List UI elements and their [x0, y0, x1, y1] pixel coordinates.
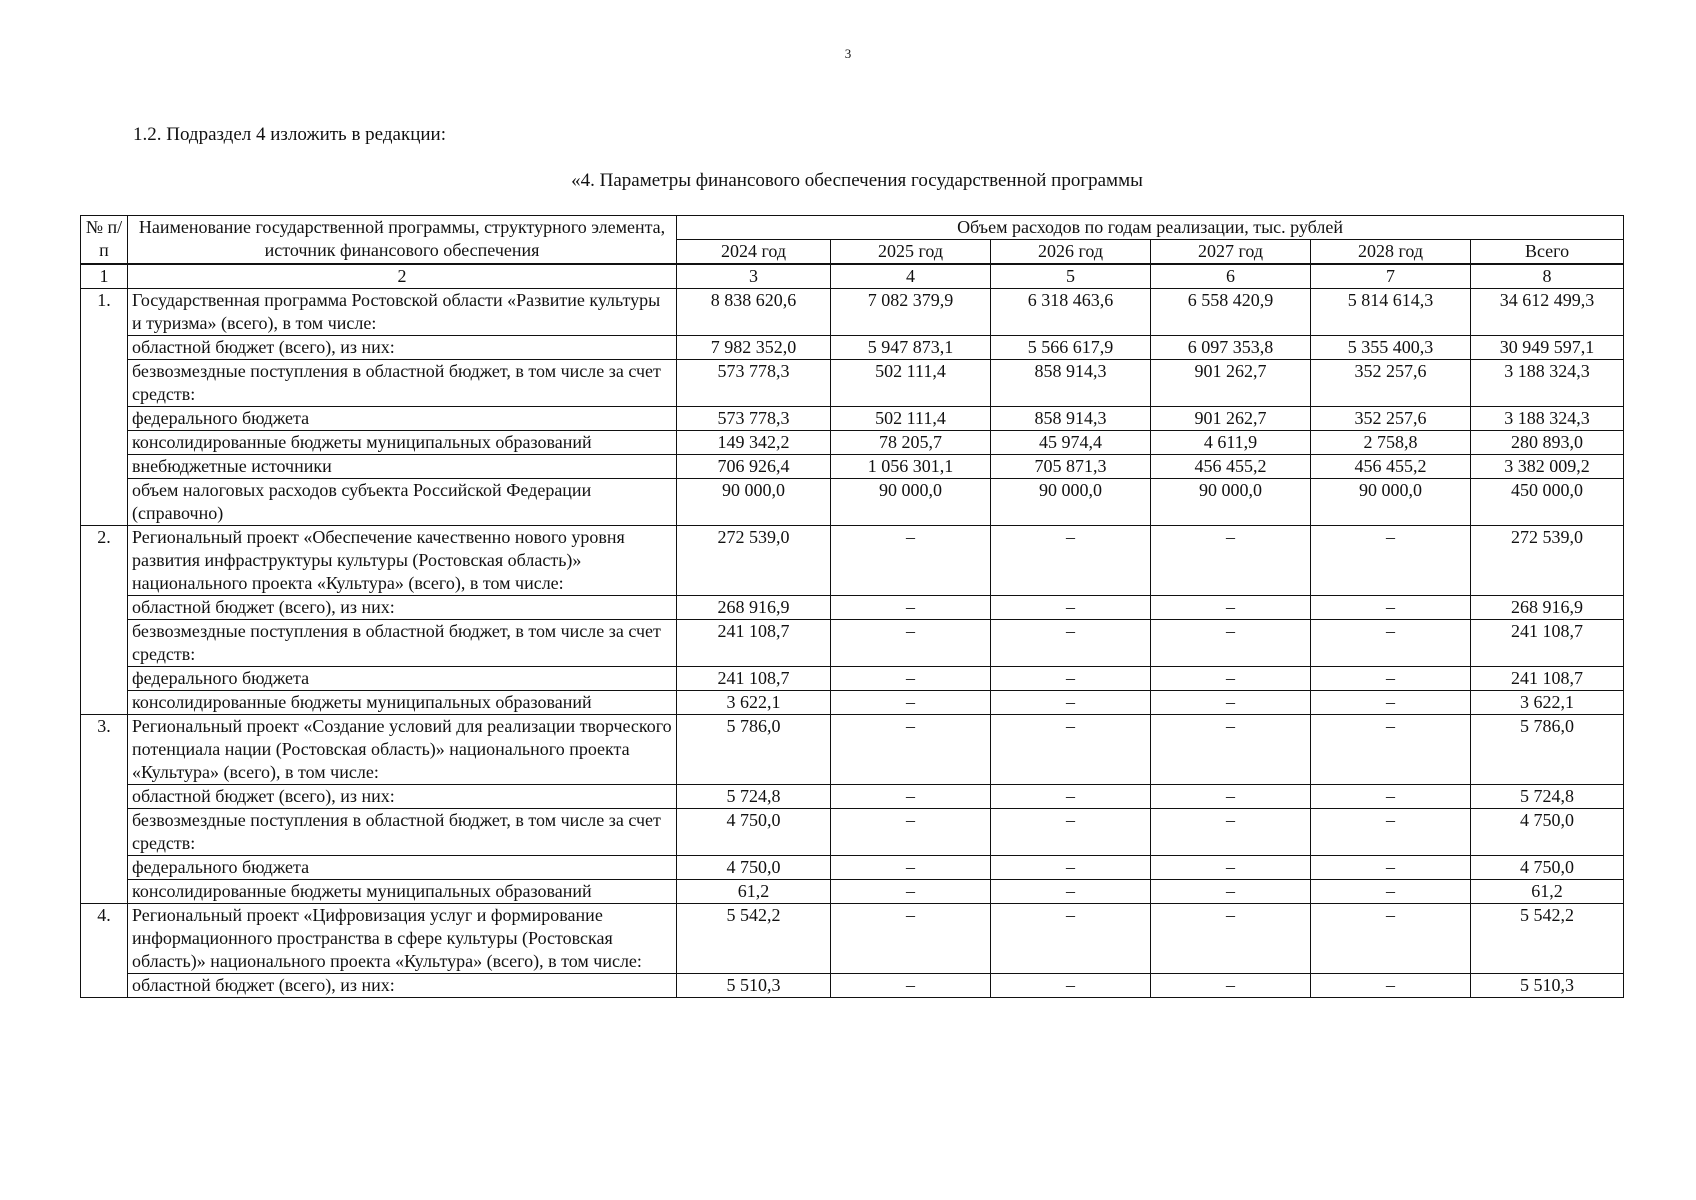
row-name: безвозмездные поступления в областной бюджет, в том числе за счет средств:: [128, 809, 677, 856]
row-value: –: [1151, 856, 1311, 880]
intro-text: 1.2. Подраздел 4 изложить в редакции:: [133, 124, 446, 145]
row-number: 1.: [81, 289, 128, 526]
row-value: –: [1151, 715, 1311, 785]
row-name: Региональный проект «Создание условий для реализации творческого потенциала нации (Ростовская область)» национального проекта «Культура» (всего), в том числе:: [128, 715, 677, 785]
row-value: 5 814 614,3: [1311, 289, 1471, 336]
table-body: [81, 264, 1624, 998]
row-value: –: [1151, 667, 1311, 691]
table-row: [81, 596, 1624, 620]
row-name: Региональный проект «Обеспечение качественно нового уровня развития инфраструктуры культуры (Ростовская область)» национального проекта «Культура» (всего), в том числе:: [128, 526, 677, 596]
row-value: 901 262,7: [1151, 360, 1311, 407]
row-value: 5 566 617,9: [991, 336, 1151, 360]
header-volume: Объем расходов по годам реализации, тыс. рублей: [677, 216, 1624, 240]
page-number: 3: [844, 46, 852, 61]
row-value: 2 758,8: [1311, 431, 1471, 455]
row-value: 90 000,0: [1311, 479, 1471, 526]
row-value: 5 355 400,3: [1311, 336, 1471, 360]
column-index-row: [81, 264, 1624, 289]
table-row: [81, 785, 1624, 809]
table-row: [81, 904, 1624, 974]
row-value: –: [831, 620, 991, 667]
row-value: –: [831, 596, 991, 620]
row-value: 1 056 301,1: [831, 455, 991, 479]
table-row: [81, 809, 1624, 856]
row-value: –: [1311, 880, 1471, 904]
row-total: 61,2: [1471, 880, 1624, 904]
row-value: 241 108,7: [677, 667, 831, 691]
row-value: –: [991, 526, 1151, 596]
row-value: –: [831, 691, 991, 715]
table-row: [81, 360, 1624, 407]
column-index: 1: [81, 264, 128, 289]
row-name: Государственная программа Ростовской области «Развитие культуры и туризма» (всего), в том числе:: [128, 289, 677, 336]
row-value: –: [1151, 526, 1311, 596]
row-value: 90 000,0: [1151, 479, 1311, 526]
row-value: –: [991, 691, 1151, 715]
row-name: областной бюджет (всего), из них:: [128, 596, 677, 620]
row-name: федерального бюджета: [128, 407, 677, 431]
row-name: областной бюджет (всего), из них:: [128, 336, 677, 360]
row-value: –: [1311, 809, 1471, 856]
column-index: 5: [991, 264, 1151, 289]
table-row: [81, 880, 1624, 904]
row-value: –: [1151, 904, 1311, 974]
row-value: –: [1311, 856, 1471, 880]
section-title: «4. Параметры финансового обеспечения государственной программы: [571, 170, 1143, 191]
row-total: 5 510,3: [1471, 974, 1624, 998]
column-index: 6: [1151, 264, 1311, 289]
row-value: –: [831, 974, 991, 998]
row-total: 5 786,0: [1471, 715, 1624, 785]
row-value: 90 000,0: [677, 479, 831, 526]
row-value: –: [1311, 715, 1471, 785]
row-value: 6 097 353,8: [1151, 336, 1311, 360]
row-value: –: [1311, 785, 1471, 809]
row-value: 705 871,3: [991, 455, 1151, 479]
row-value: –: [831, 526, 991, 596]
table-row: [81, 974, 1624, 998]
row-total: 5 724,8: [1471, 785, 1624, 809]
row-value: –: [1151, 809, 1311, 856]
row-value: 6 318 463,6: [991, 289, 1151, 336]
row-value: 456 455,2: [1151, 455, 1311, 479]
row-value: –: [991, 596, 1151, 620]
row-value: –: [1311, 904, 1471, 974]
row-value: –: [991, 667, 1151, 691]
row-name: областной бюджет (всего), из них:: [128, 785, 677, 809]
header-num: № п/п: [81, 216, 128, 265]
row-value: 573 778,3: [677, 407, 831, 431]
column-index: 8: [1471, 264, 1624, 289]
row-value: –: [831, 809, 991, 856]
row-total: 241 108,7: [1471, 667, 1624, 691]
row-total: 4 750,0: [1471, 856, 1624, 880]
row-number: 3.: [81, 715, 128, 904]
row-value: 502 111,4: [831, 360, 991, 407]
row-value: 858 914,3: [991, 360, 1151, 407]
table-row: [81, 289, 1624, 336]
row-value: 7 082 379,9: [831, 289, 991, 336]
row-value: 272 539,0: [677, 526, 831, 596]
row-total: 268 916,9: [1471, 596, 1624, 620]
row-total: 3 382 009,2: [1471, 455, 1624, 479]
row-name: областной бюджет (всего), из них:: [128, 974, 677, 998]
row-value: –: [1311, 526, 1471, 596]
table-row: [81, 336, 1624, 360]
column-index: 4: [831, 264, 991, 289]
table-row: [81, 407, 1624, 431]
row-value: 502 111,4: [831, 407, 991, 431]
row-value: 6 558 420,9: [1151, 289, 1311, 336]
row-value: –: [831, 856, 991, 880]
row-total: 34 612 499,3: [1471, 289, 1624, 336]
row-value: –: [1311, 974, 1471, 998]
header-year: 2025 год: [831, 240, 991, 265]
row-value: –: [1151, 620, 1311, 667]
row-name: консолидированные бюджеты муниципальных образований: [128, 880, 677, 904]
row-value: 5 510,3: [677, 974, 831, 998]
row-value: –: [1151, 974, 1311, 998]
row-value: 858 914,3: [991, 407, 1151, 431]
row-value: 3 622,1: [677, 691, 831, 715]
row-value: –: [831, 785, 991, 809]
table-row: [81, 667, 1624, 691]
row-total: 272 539,0: [1471, 526, 1624, 596]
row-value: 149 342,2: [677, 431, 831, 455]
row-value: –: [991, 856, 1151, 880]
row-value: 90 000,0: [991, 479, 1151, 526]
row-name: консолидированные бюджеты муниципальных образований: [128, 691, 677, 715]
row-number: 4.: [81, 904, 128, 998]
row-name: безвозмездные поступления в областной бюджет, в том числе за счет средств:: [128, 620, 677, 667]
header-year: 2027 год: [1151, 240, 1311, 265]
header-year: 2024 год: [677, 240, 831, 265]
row-value: 4 611,9: [1151, 431, 1311, 455]
column-index: 2: [128, 264, 677, 289]
row-value: –: [831, 667, 991, 691]
row-value: –: [991, 809, 1151, 856]
row-value: 901 262,7: [1151, 407, 1311, 431]
row-name: федерального бюджета: [128, 856, 677, 880]
row-value: –: [1151, 880, 1311, 904]
row-name: федерального бюджета: [128, 667, 677, 691]
row-total: 450 000,0: [1471, 479, 1624, 526]
row-name: внебюджетные источники: [128, 455, 677, 479]
row-value: –: [1151, 785, 1311, 809]
row-value: –: [991, 785, 1151, 809]
row-total: 280 893,0: [1471, 431, 1624, 455]
row-value: –: [991, 715, 1151, 785]
header-total: Всего: [1471, 240, 1624, 265]
table-row: [81, 620, 1624, 667]
row-value: –: [831, 904, 991, 974]
row-value: –: [1311, 667, 1471, 691]
row-value: –: [1311, 691, 1471, 715]
table-row: [81, 526, 1624, 596]
row-value: 352 257,6: [1311, 360, 1471, 407]
row-total: 3 622,1: [1471, 691, 1624, 715]
row-value: 90 000,0: [831, 479, 991, 526]
table-row: [81, 715, 1624, 785]
row-name: объем налоговых расходов субъекта Российской Федерации (справочно): [128, 479, 677, 526]
row-value: 4 750,0: [677, 856, 831, 880]
column-index: 3: [677, 264, 831, 289]
row-total: 30 949 597,1: [1471, 336, 1624, 360]
table-row: [81, 691, 1624, 715]
table-row: [81, 455, 1624, 479]
row-total: 241 108,7: [1471, 620, 1624, 667]
table-row: [81, 479, 1624, 526]
header-year: 2028 год: [1311, 240, 1471, 265]
table-row: [81, 856, 1624, 880]
row-value: 573 778,3: [677, 360, 831, 407]
row-name: консолидированные бюджеты муниципальных образований: [128, 431, 677, 455]
row-value: 241 108,7: [677, 620, 831, 667]
row-value: –: [991, 880, 1151, 904]
row-value: –: [991, 974, 1151, 998]
row-value: –: [1311, 596, 1471, 620]
row-value: 5 542,2: [677, 904, 831, 974]
row-value: 61,2: [677, 880, 831, 904]
row-value: 5 947 873,1: [831, 336, 991, 360]
row-value: –: [831, 715, 991, 785]
row-total: 3 188 324,3: [1471, 407, 1624, 431]
column-index: 7: [1311, 264, 1471, 289]
row-value: –: [991, 904, 1151, 974]
row-value: 706 926,4: [677, 455, 831, 479]
header-name: Наименование государственной программы, структурного элемента, источник финансового обеспечения: [128, 216, 677, 265]
row-value: 268 916,9: [677, 596, 831, 620]
row-number: 2.: [81, 526, 128, 715]
header-year: 2026 год: [991, 240, 1151, 265]
row-value: 8 838 620,6: [677, 289, 831, 336]
financing-table: [80, 215, 1624, 998]
row-value: 456 455,2: [1311, 455, 1471, 479]
row-value: –: [831, 880, 991, 904]
row-value: 352 257,6: [1311, 407, 1471, 431]
row-total: 4 750,0: [1471, 809, 1624, 856]
row-value: –: [1311, 620, 1471, 667]
row-value: 5 724,8: [677, 785, 831, 809]
row-name: Региональный проект «Цифровизация услуг и формирование информационного пространства в сфере культуры (Ростовская область)» национального проекта «Культура» (всего), в том числе:: [128, 904, 677, 974]
row-value: 7 982 352,0: [677, 336, 831, 360]
row-value: –: [1151, 691, 1311, 715]
row-value: –: [991, 620, 1151, 667]
row-value: –: [1151, 596, 1311, 620]
row-value: 4 750,0: [677, 809, 831, 856]
row-name: безвозмездные поступления в областной бюджет, в том числе за счет средств:: [128, 360, 677, 407]
row-total: 3 188 324,3: [1471, 360, 1624, 407]
table-row: [81, 431, 1624, 455]
row-total: 5 542,2: [1471, 904, 1624, 974]
row-value: 45 974,4: [991, 431, 1151, 455]
row-value: 5 786,0: [677, 715, 831, 785]
row-value: 78 205,7: [831, 431, 991, 455]
